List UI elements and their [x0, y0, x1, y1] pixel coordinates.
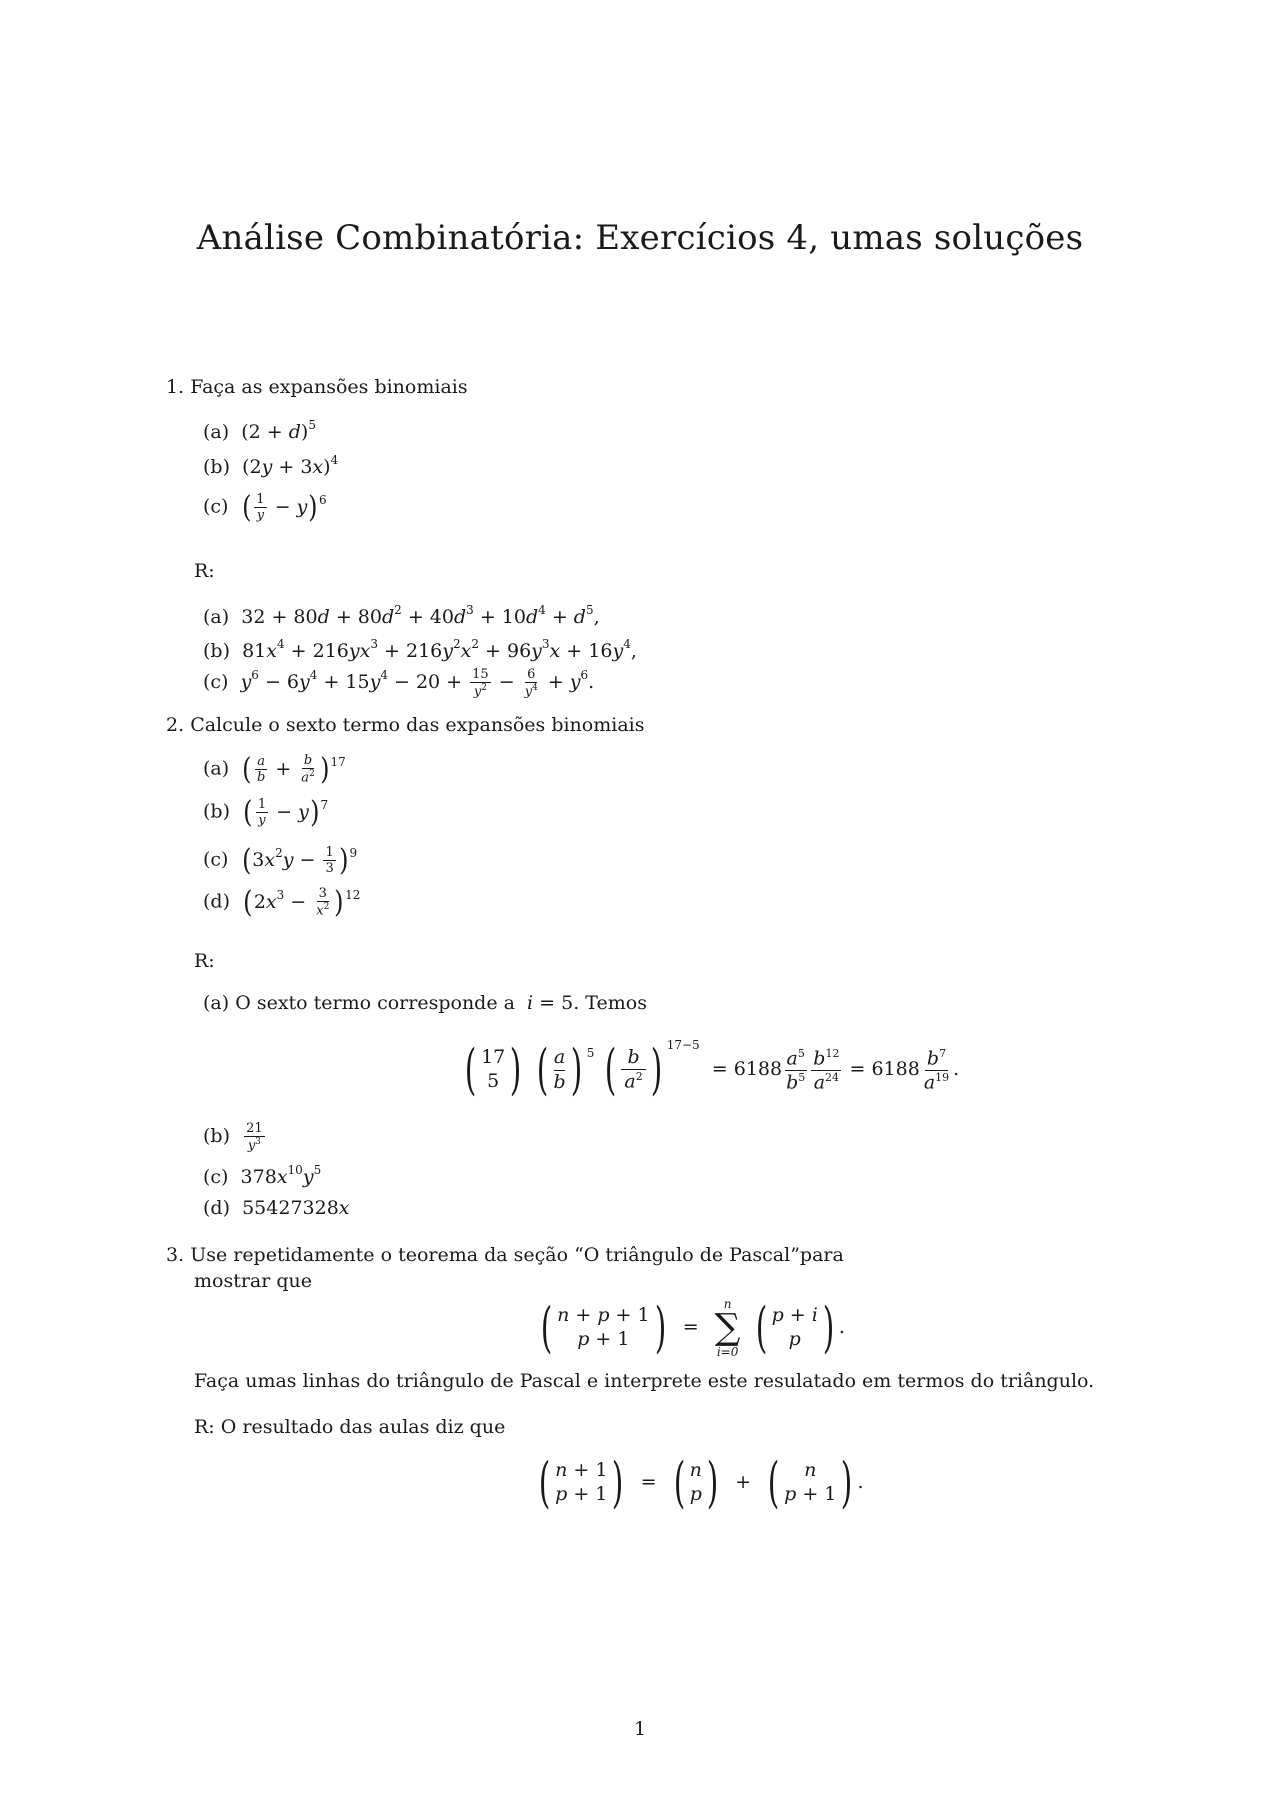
q3-display-equation: ( n + p + 1 p + 1 ) = n ∑ i=0 ( p + i p ) .	[540, 1296, 845, 1359]
q1-item-c	[203, 490, 327, 525]
q2-text: Calcule o sexto termo das expansões binomiais	[190, 714, 645, 736]
item-label: (c)	[203, 1166, 229, 1188]
page-number: 1	[633, 1718, 647, 1740]
q2-answer-b	[203, 1122, 267, 1152]
q3-answer-display-equation: ( n + 1 p + 1 ) = ( n p ) + ( n p + 1 ) .	[538, 1451, 864, 1514]
q2-answer-c	[203, 1163, 321, 1188]
math-expression: ( $\frac{a}{b}$ + $\frac{b}{a^2}$ )$^{17}$	[242, 752, 346, 787]
math-expression: 55427328x	[236, 1197, 350, 1219]
item-label: (a)	[203, 606, 230, 628]
q1-answer-label: R:	[194, 560, 215, 582]
math-expression: $y^6 - 6y^4 + 15y^4 - 20$ + $\frac{15}{y^2}$ − $\frac{6}{y^4}$ + $y^6$.	[240, 667, 595, 700]
q2-item-a	[203, 752, 346, 787]
math-expression: $378x^{10}y^5$	[234, 1163, 322, 1188]
item-label: (d)	[203, 1197, 230, 1219]
q2-item-d	[203, 885, 360, 920]
q1-text: Faça as expansões binomiais	[190, 376, 468, 398]
item-label: (c)	[203, 671, 229, 694]
q1-answer-a	[203, 603, 600, 628]
item-label: (d)	[203, 890, 230, 913]
q2-answer-label: R:	[194, 950, 215, 972]
math-expression: ( $\frac{1}{y}$ − y)$^7$	[243, 795, 329, 830]
q3-text-line2: mostrar que	[194, 1270, 313, 1292]
math-expression: i	[521, 992, 534, 1014]
item-label: (b)	[203, 800, 230, 823]
q3-text-after: Faça umas linhas do triângulo de Pascal e interprete este resulatado em termos do triângulo.	[194, 1370, 1095, 1392]
item-label: (c)	[203, 495, 229, 518]
item-label: (a)	[203, 757, 230, 780]
math-expression: $81x^4 + 216yx^3 + 216y^2x^2 + 96y^3x + 16y^4$,	[236, 637, 637, 662]
item-label: (a)	[203, 421, 230, 443]
item-label: (a)	[203, 992, 230, 1014]
q1-item-b	[203, 453, 338, 478]
q2-answer-d	[203, 1197, 350, 1219]
q2-answer-a-display-equation: ( 17 5 ) ( a b ) $^5$ ( b $a^2$ ) $^{17-5}$ = 6188 $\frac{a^5}{b^5}$ $\frac{b^{12}}{a^{24}}$ = 6188 $\frac{b^7}{a^{19}}$ .	[464, 1038, 960, 1101]
q1-answer-c	[203, 668, 594, 698]
q2-item-b	[203, 795, 328, 830]
q2-number: 2.	[166, 714, 185, 736]
answer-a-text2: . Temos	[573, 992, 647, 1014]
math-expression: $\frac{21}{y^3}$	[246, 1121, 263, 1154]
q1-item-a	[203, 418, 316, 443]
math-expression: $(2y + 3x)^4$	[236, 453, 339, 478]
answer-a-text: O sexto termo corresponde a	[235, 992, 515, 1014]
item-label: (b)	[203, 456, 230, 478]
q3-number: 3.	[166, 1244, 185, 1266]
q2-item-c	[203, 843, 357, 878]
math-expression: $32 + 80d + 80d^2 + 40d^3 + 10d^4 + d^5$,	[235, 603, 600, 628]
page-title: Análise Combinatória: Exercícios 4, umas soluções	[196, 218, 1084, 258]
q1-number: 1.	[166, 376, 185, 398]
math-expression: ($2x^3$ − $\frac{3}{x^2}$ )$^{12}$	[243, 885, 361, 920]
q1-answer-b	[203, 637, 637, 662]
q2-answer-a: (a) O sexto termo corresponde a i = 5. Temos	[203, 992, 647, 1014]
item-label: (b)	[203, 1125, 230, 1148]
math-expression: ($3x^2y$ − $\frac{1}{3}$ )$^9$	[241, 843, 358, 878]
q3-statement	[166, 1244, 844, 1266]
q1-statement	[166, 376, 468, 398]
q3-answer-text: R: O resultado das aulas diz que	[194, 1416, 506, 1438]
item-label: (b)	[203, 640, 230, 662]
math-expression: $(2 + d)^5$	[235, 418, 316, 443]
q2-statement	[166, 714, 644, 736]
item-label: (c)	[203, 848, 229, 871]
q3-text-line1: Use repetidamente o teorema da seção “O triângulo de Pascal”para	[190, 1244, 844, 1266]
math-expression: ( $\frac{1}{y}$ − y)$^6$	[241, 490, 327, 525]
